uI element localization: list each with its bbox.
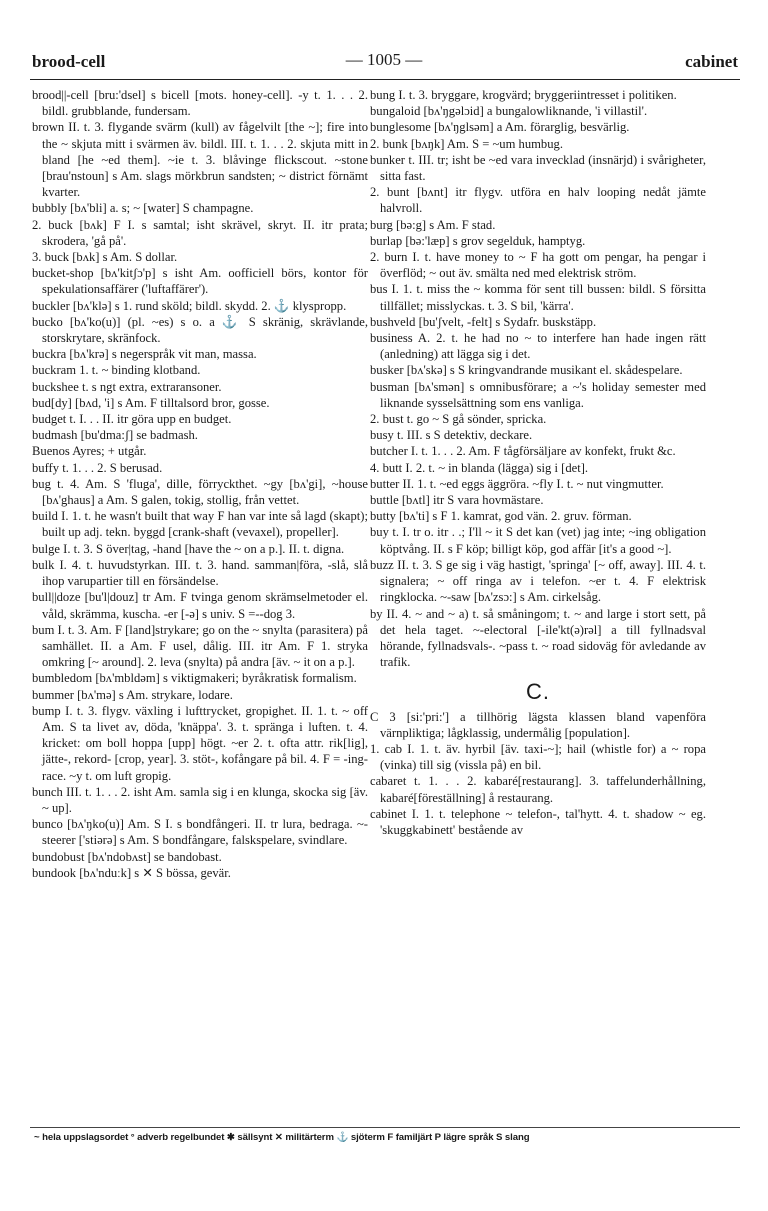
dictionary-entry: bulk I. 4. t. huvudstyrkan. III. t. 3. hand. samman|föra, -slå, slå ihop varupartier till en försändelse. [32, 557, 368, 589]
dictionary-entry: 4. butt I. 2. t. ~ in blanda (lägga) sig i [det]. [370, 460, 589, 475]
dictionary-entry: bunglesome [bʌ'ŋglsəm] a Am. förarglig, besvärlig. [370, 120, 630, 135]
running-head [30, 50, 738, 76]
dictionary-entry: brood||-cell [bru:'dsel] s bicell [mots. honey-cell]. -y t. 1. . . 2. bildl. grubblande, fundersam. [32, 88, 368, 119]
dictionary-entry: 3. buck [bʌk] s Am. S dollar. [32, 250, 178, 265]
dictionary-entry: butcher I. t. 1. . . 2. Am. F tågförsäljare av konfekt, frukt &c. [370, 444, 676, 459]
left-column [32, 87, 368, 881]
header-rule [30, 79, 740, 80]
dictionary-entry: busy t. III. s S detektiv, deckare. [370, 428, 533, 443]
dictionary-entry: Buenos Ayres; + utgår. [32, 444, 147, 459]
header-first-word: brood-cell [32, 52, 106, 71]
dictionary-entry: bum I. t. 3. Am. F [land]strykare; go on the ~ snylta (parasitera) på samhället. II. a Am. F usel, dålig. III. itr Am. F 1. stryka omkring [~ around]. 2. leva (snylta) på andra [äv. ~ it on a p.]. [32, 622, 368, 670]
dictionary-entry: bundook [bʌ'nduːk] s ✕ S bössa, gevär. [32, 865, 231, 880]
dictionary-entry: bundobust [bʌ'ndobʌst] se bandobast. [32, 849, 222, 864]
dictionary-entry: bug t. 4. Am. S 'fluga', dille, förryckthet. ~gy [bʌ'gi], ~house [bʌ'ghaus] a Am. S galen, tokig, stollig, från vettet. [32, 476, 368, 508]
dictionary-entry: budget t. I. . . II. itr göra upp en budget. [32, 412, 232, 427]
header-last-word: cabinet [685, 52, 738, 71]
dictionary-entry: busman [bʌ'smən] s omnibusförare; a ~'s holiday semester med liknande sysselsättning som ens vanliga. [370, 379, 706, 410]
dictionary-entry: bulge I. t. 3. S över|tag, -hand [have the ~ on a p.]. II. t. digna. [32, 541, 345, 556]
dictionary-entry: bushveld [bu'ʃvelt, -felt] s Sydafr. buskstäpp. [370, 314, 597, 329]
dictionary-entry: 2. buck [bʌk] F I. s samtal; isht skrävel, skryt. II. itr prata; skrodera, 'gå på'. [32, 217, 368, 248]
dictionary-entry: bump I. t. 3. flygv. växling i lufttrycket, gropighet. II. 1. t. ~ off Am. S ta livet av, döda, 'knäppa'. 3. t. spränga i luften. t. 4. kricket: om boll hoppa [upp] högt. ~er 2. t. ofta attr. rik[lig], jätte-, rekord- [crop, year]. 3. stöt-, kofångare på bil. 4. F = -ing-race. ~y t. om luft gropig. [32, 703, 368, 783]
dictionary-entry: bungaloid [bʌ'ŋgəlɔid] a bungalowliknande, 'i villastil'. [370, 104, 648, 119]
page-number: — 1005 — [345, 50, 423, 69]
dictionary-entry: buffy t. 1. . . 2. S berusad. [32, 460, 163, 475]
dictionary-entry: busker [bʌ'skə] s S kringvandrande musikant el. skådespelare. [370, 363, 683, 378]
dictionary-entry: 2. bunk [bʌŋk] Am. S = ~um humbug. [370, 136, 563, 151]
right-column [370, 87, 706, 838]
dictionary-entry: bus I. 1. t. miss the ~ komma för sent till bussen: bildl. S försitta tillfället; misslyckas. t. 3. S bil, 'kärra'. [370, 282, 706, 313]
dictionary-entry: bucket-shop [bʌ'kitʃɔ'p] s isht Am. oofficiell börs, kontor för spekulationsaffärer ('luftaffärer'). [32, 266, 368, 297]
dictionary-entry: business A. 2. t. he had no ~ to interfere han hade ingen rätt (anledning) att lägga sig i det. [370, 331, 706, 362]
dictionary-entry: buttle [bʌtl] itr S vara hovmästare. [370, 493, 544, 508]
dictionary-entry: cabaret t. 1. . . 2. kabaré[restaurang]. 3. taffelunderhållning, kabaré[föreställning] å restaurang. [370, 774, 706, 805]
dictionary-entry: brown II. t. 3. flygande svärm (kull) av fågelvilt [the ~]; fire into the ~ skjuta mitt i svärmen äv. bildl. III. t. 1. . . 2. skjuta mitt in bland [he ~ed them]. ~ie t. 3. blåvinge flickscout. ~stone [brau'nstoun] s Am. slags mörkbrun sandsten; ~ district förnämt kvarter. [32, 120, 368, 200]
dictionary-entry: buckra [bʌ'krə] s negerspråk vit man, massa. [32, 347, 257, 362]
dictionary-entry: bull||doze [bu'l|douz] tr Am. F tvinga genom skrämselmetoder el. våld, skrämma, kuscha. -er [-ə] s univ. S =--dog 3. [32, 590, 368, 621]
dictionary-entry: 2. bust t. go ~ S gå sönder, spricka. [370, 412, 547, 427]
dictionary-entry: bumbledom [bʌ'mbldəm] s viktigmakeri; byråkratisk formalism. [32, 671, 357, 686]
dictionary-entry: buckram 1. t. ~ binding klotband. [32, 363, 201, 378]
dictionary-entry: budmash [bu'dma:ʃ] se badmash. [32, 428, 198, 443]
dictionary-entry: burg [bə:g] s Am. F stad. [370, 217, 496, 232]
dictionary-entry: bunker t. III. tr; isht be ~ed vara invecklad (insnärjd) i svårigheter, sitta fast. [370, 152, 706, 184]
abbreviation-legend: ~ hela uppslagsordet ° adverb regelbundet ✱ sällsynt ✕ militärterm ⚓ sjöterm F familjärt P lägre språk S slang [34, 1132, 530, 1143]
dictionary-entry: bucko [bʌ'ko(u)] (pl. ~es) s o. a ⚓ S skränig, skrävlande, storskrytare, skränfock. [32, 314, 368, 346]
footer-rule [30, 1127, 740, 1128]
dictionary-entry: bung I. t. 3. bryggare, krogvärd; bryggeriintresset i politiken. [370, 88, 677, 102]
dictionary-entry: 1. cab I. 1. t. äv. hyrbil [äv. taxi-~]; hail (whistle for) a ~ ropa (vinka) till sig (vissla på) en bil. [370, 741, 706, 773]
dictionary-entry: bunch III. t. 1. . . 2. isht Am. samla sig i en klunga, skocka sig [äv. ~ up]. [32, 784, 368, 815]
section-letter-heading: C. [526, 679, 550, 705]
dictionary-entry: buckler [bʌ'klə] s 1. rund sköld; bildl. skydd. 2. ⚓ klyspropp. [32, 298, 347, 313]
dictionary-entry: 2. bunt [bʌnt] itr flygv. utföra en halv looping nedåt jämte halvroll. [370, 185, 706, 216]
dictionary-entry: by II. 4. ~ and ~ a) t. så småningom; t. ~ and large i stort sett, på det hela taget. ~-electoral [-ile'kt(ə)rəl] a till fyllnadsval hörande, fyllnadsvals-. ~pass t. ~ road sidoväg för avledande av trafik. [370, 606, 706, 670]
dictionary-entry: 2. burn I. t. have money to ~ F ha gott om pengar, ha pengar i överflöd; ~ out äv. smälta ned med elektrisk ström. [370, 250, 706, 281]
dictionary-entry: C 3 [si:'pri:'] a tillhörig lägsta klassen bland vapenföra värnpliktiga; lågklassig, undermålig [population]. [370, 709, 706, 740]
dictionary-entry: bud[dy] [bʌd, 'i] s Am. F tilltalsord bror, gosse. [32, 395, 270, 410]
dictionary-entry: buckshee t. s ngt extra, extraransoner. [32, 379, 222, 394]
dictionary-entry: bunco [bʌ'ŋko(u)] Am. S I. s bondfångeri. II. tr lura, bedraga. ~-steerer ['stiərə] s Am. S bondfångare, falskspelare, svindlare. [32, 817, 368, 848]
dictionary-entry: bummer [bʌ'mə] s Am. strykare, lodare. [32, 687, 233, 702]
dictionary-entry: cabinet I. 1. t. telephone ~ telefon-, tal'hytt. 4. t. shadow ~ eg. 'skuggkabinett' bestående av [370, 806, 706, 837]
dictionary-entry: bubbly [bʌ'bli] a. s; ~ [water] S champagne. [32, 201, 254, 216]
dictionary-entry: build I. 1. t. he wasn't built that way F han var inte så lagd (skapt); built up adj. tekn. byggd [crank-shaft (vevaxel), propeller]. [32, 509, 368, 540]
dictionary-entry: burlap [bə:'læp] s grov segelduk, hamptyg. [370, 233, 586, 248]
dictionary-entry: buy t. I. tr o. itr . .; I'll ~ it S det kan (vet) jag inte; ~ing obligation köptvång. II. s F köp; billigt köp, god affär [it's a good ~]. [370, 525, 706, 556]
dictionary-entry: butty [bʌ'ti] s F 1. kamrat, god vän. 2. gruv. förman. [370, 509, 632, 524]
dictionary-entry: butter II. 1. t. ~ed eggs äggröra. ~fly I. t. ~ nut vingmutter. [370, 476, 664, 491]
dictionary-entry: buzz II. t. 3. S ge sig i väg hastigt, 'springa' [~ off, away]. III. 4. t. signalera; ~ off ringa av i telefon. ~er t. 4. F elektrisk ringklocka. ~-saw [bʌ'zsɔ:] s Am. cirkelsåg. [370, 557, 706, 605]
